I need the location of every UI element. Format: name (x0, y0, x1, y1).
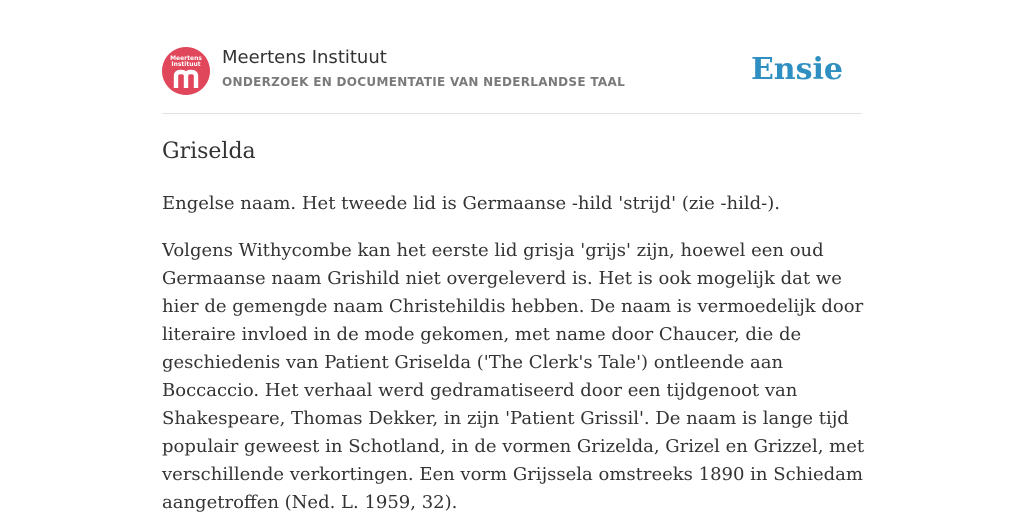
ensie-brand-logo[interactable]: Ensie (750, 52, 843, 87)
org-name[interactable]: Meertens Instituut (222, 47, 387, 68)
article (162, 136, 868, 512)
article-paragraph: Engelse naam. Het tweede lid is Germaanse -hild 'strijd' (zie -hild-). (162, 193, 780, 214)
article-paragraph: Volgens Withycombe kan het eerste lid grisja 'grijs' zijn, hoewel een oud Germaanse naam Grishild niet overgeleverd is. Het is ook mogelijk dat we hier de gemengde naam Christehildis hebben. De naam is vermoedelijk door literaire invloed in de mode gekomen, met name door Chaucer, die de geschiedenis van Patient Griselda ('The Clerk's Tale') ontleende aan Boccaccio. Het verhaal werd gedramatiseerd door een tijdgenoot van Shakespeare, Thomas Dekker, in zijn 'Patient Grissil'. De naam is lange tijd populair geweest in Schotland, in de vormen Grizelda, Grizel en Grizzel, met verschillende verkortingen. Een vorm Grijssela omstreeks 1890 in Schiedam aangetroffen (Ned. L. 1959, 32). (162, 240, 865, 512)
site-header (162, 46, 862, 96)
logo-text-line2: Instituut (171, 61, 201, 68)
logo-text-line1: Meertens (170, 55, 202, 62)
org-subtitle: ONDERZOEK EN DOCUMENTATIE VAN NEDERLANDSE TAAL (222, 75, 626, 89)
meertens-logo[interactable] (162, 47, 210, 95)
article-title: Griselda (162, 139, 256, 164)
header-divider (162, 113, 862, 114)
logo-m-icon (173, 69, 199, 89)
